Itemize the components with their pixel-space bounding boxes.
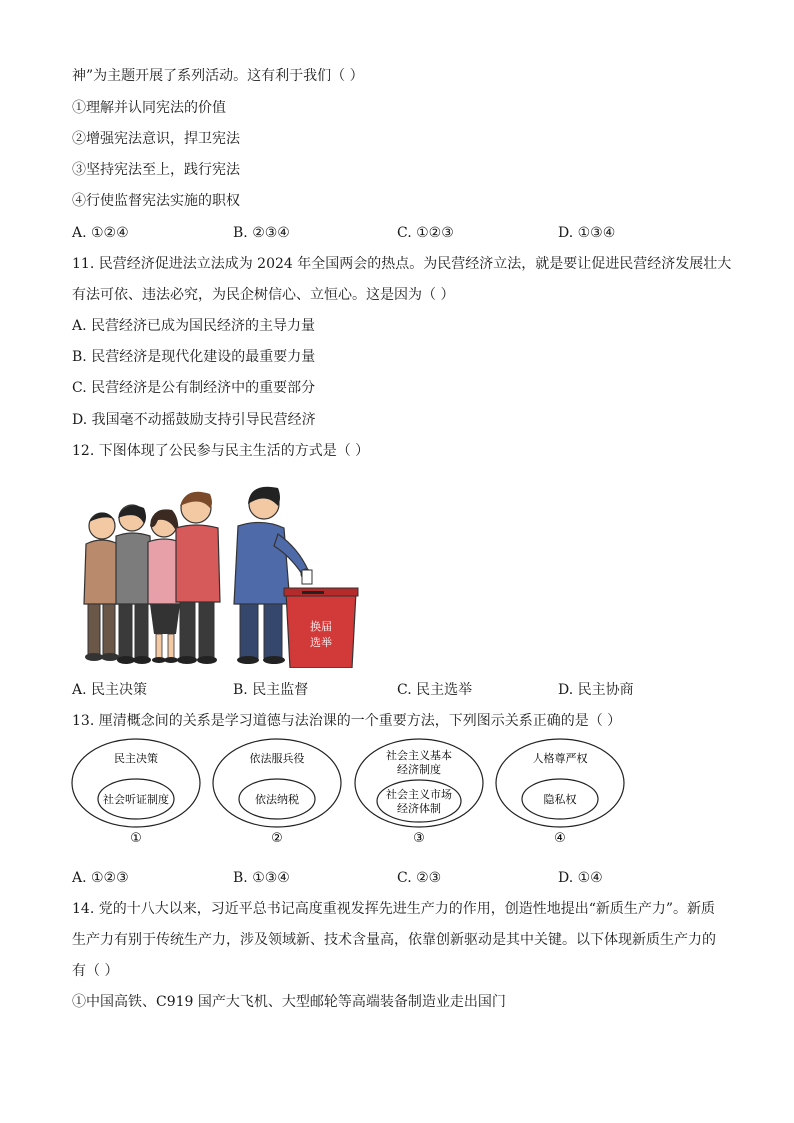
diagram-3-number: ③	[413, 831, 425, 846]
q10-stem-tail: 神”为主题开展了系列活动。这有利于我们（ ）	[72, 68, 364, 84]
q14-stem-line-2: 生产力有别于传统生产力，涉及领域新、技术含量高，依靠创新驱动是其中关键。以下体现新质生产力的	[72, 932, 716, 948]
diagram-4-outer-label: 人格尊严权	[532, 752, 588, 765]
q10-item-2: ②增强宪法意识，捍卫宪法	[72, 131, 240, 147]
voting-illustration	[72, 474, 362, 668]
ballot-box	[284, 588, 358, 668]
q13-option-a: A. ①②③	[72, 870, 129, 886]
q12-option-a: A. 民主决策	[72, 682, 148, 698]
q14-stem-line-3: 有（ ）	[72, 963, 119, 979]
q10-option-a: A. ①②④	[72, 225, 129, 241]
q10-option-c: C. ①②③	[397, 225, 454, 241]
diagram-2-inner-label: 依法纳税	[255, 793, 299, 806]
q11-option-a: A. 民营经济已成为国民经济的主导力量	[72, 318, 316, 334]
q12-stem: 12. 下图体现了公民参与民主生活的方式是（ ）	[72, 443, 370, 459]
q10-item-1: ①理解并认同宪法的价值	[72, 100, 226, 116]
diagram-3-outer-label-2: 经济制度	[397, 763, 441, 776]
diagram-3-inner-label-2: 经济体制	[397, 802, 441, 815]
q10-item-4: ④行使监督宪法实施的职权	[72, 193, 240, 209]
ballot-paper	[302, 570, 312, 584]
diagram-1-outer-label: 民主决策	[114, 752, 158, 765]
relation-diagram-2	[213, 739, 341, 846]
q13-option-d: D. ①④	[558, 870, 603, 886]
diagram-1-inner-label: 社会听证制度	[103, 793, 169, 806]
q11-option-d: D. 我国毫不动摇鼓励支持引导民营经济	[72, 412, 316, 428]
relation-diagram-4	[496, 739, 624, 846]
q11-option-b: B. 民营经济是现代化建设的最重要力量	[72, 349, 316, 365]
q14-item-1: ①中国高铁、C919 国产大飞机、大型邮轮等高端装备制造业走出国门	[72, 994, 506, 1010]
ballot-box-label-2: 选举	[310, 636, 332, 649]
q10-option-d: D. ①③④	[558, 225, 616, 241]
ballot-box-label-1: 换届	[310, 620, 332, 633]
q13-option-b: B. ①③④	[233, 870, 290, 886]
q11-stem-line-2: 有法可依、违法必究，为民企树信心、立恒心。这是因为（ ）	[72, 287, 455, 303]
diagram-1-number: ①	[130, 831, 142, 846]
relation-diagram-3	[355, 739, 483, 846]
q14-stem-line-1: 14. 党的十八大以来，习近平总书记高度重视发挥先进生产力的作用，创造性地提出“新质生产力”。新质	[72, 901, 716, 917]
diagram-3-outer-label-1: 社会主义基本	[386, 749, 452, 762]
q11-stem-line-1: 11. 民营经济促进法立法成为 2024 年全国两会的热点。为民营经济立法，就是要让促进民营经济发展壮大	[72, 256, 732, 272]
diagram-4-inner-label: 隐私权	[543, 793, 577, 806]
q12-option-c: C. 民主选举	[397, 682, 473, 698]
diagram-4-number: ④	[554, 831, 566, 846]
q12-option-b: B. 民主监督	[233, 682, 309, 698]
relation-diagram-1	[72, 739, 200, 846]
q13-stem: 13. 厘清概念间的关系是学习道德与法治课的一个重要方法，下列图示关系正确的是（ ）	[72, 713, 622, 729]
concept-relation-diagrams	[66, 735, 632, 850]
q10-item-3: ③坚持宪法至上，践行宪法	[72, 162, 240, 178]
q11-option-c: C. 民营经济是公有制经济中的重要部分	[72, 380, 316, 396]
q12-option-d: D. 民主协商	[558, 682, 634, 698]
diagram-2-outer-label: 依法服兵役	[249, 752, 305, 765]
diagram-3-inner-label-1: 社会主义市场	[386, 788, 452, 801]
q13-option-c: C. ②③	[397, 870, 442, 886]
q10-option-b: B. ②③④	[233, 225, 290, 241]
diagram-2-number: ②	[271, 831, 283, 846]
